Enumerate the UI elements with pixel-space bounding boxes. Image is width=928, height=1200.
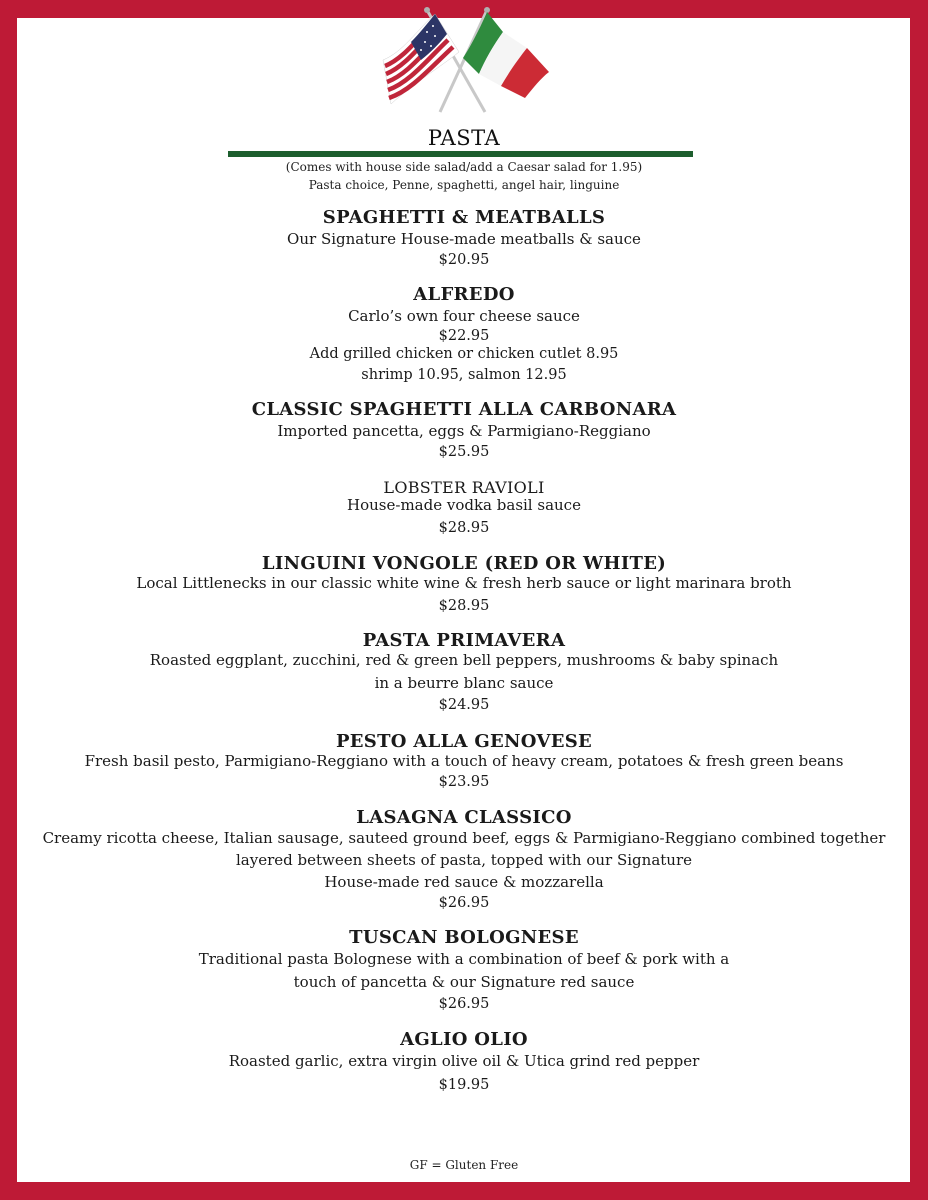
menu-item-description: House-made red sauce & mozzarella xyxy=(324,873,604,891)
menu-item-price: $22.95 xyxy=(438,328,490,344)
section-heading: PASTA xyxy=(427,126,501,150)
menu-item-title: TUSCAN BOLOGNESE xyxy=(349,927,579,948)
menu-item-price: $20.95 xyxy=(438,252,490,268)
menu-item-description: layered between sheets of pasta, topped with our Signature xyxy=(236,851,692,869)
menu-item-description: Local Littlenecks in our classic white wine & fresh herb sauce or light marinara broth xyxy=(136,574,792,592)
menu-item-price: $28.95 xyxy=(438,520,490,536)
heading-divider xyxy=(228,151,693,157)
menu-item-addon: shrimp 10.95, salmon 12.95 xyxy=(361,367,567,383)
menu-item-price: $25.95 xyxy=(438,444,490,460)
menu-item-description: in a beurre blanc sauce xyxy=(374,674,554,692)
menu-item-title: ALFREDO xyxy=(413,284,515,305)
menu-item-price: $24.95 xyxy=(438,697,490,713)
menu-item-price: $28.95 xyxy=(438,598,490,614)
menu-item-title: SPAGHETTI & MEATBALLS xyxy=(322,207,606,228)
menu-item-title: PESTO ALLA GENOVESE xyxy=(335,731,593,752)
menu-item-addon: Add grilled chicken or chicken cutlet 8.95 xyxy=(309,346,619,362)
menu-item-title: LASAGNA CLASSICO xyxy=(356,807,572,828)
menu-item-description: Fresh basil pesto, Parmigiano-Reggiano with a touch of heavy cream, potatoes & fresh green beans xyxy=(84,752,844,770)
menu-item-description: Carlo’s own four cheese sauce xyxy=(348,307,580,325)
menu-item-description: Traditional pasta Bolognese with a combination of beef & pork with a xyxy=(198,950,730,968)
menu-item-description: Our Signature House-made meatballs & sauce xyxy=(287,230,641,248)
menu-item-price: $26.95 xyxy=(438,996,490,1012)
gluten-free-legend: GF = Gluten Free xyxy=(409,1158,519,1172)
us-flag-icon xyxy=(383,14,459,104)
menu-item-title: LINGUINI VONGOLE (RED OR WHITE) xyxy=(261,553,667,574)
menu-item-title: LOBSTER RAVIOLI xyxy=(383,478,545,497)
menu-item-price: $19.95 xyxy=(438,1077,490,1093)
menu-item-description: Imported pancetta, eggs & Parmigiano-Reggiano xyxy=(277,422,651,440)
menu-item-description: Creamy ricotta cheese, Italian sausage, sauteed ground beef, eggs & Parmigiano-Reggiano combined together xyxy=(42,829,886,847)
menu-item-description: touch of pancetta & our Signature red sauce xyxy=(293,973,635,991)
menu-item-title: AGLIO OLIO xyxy=(400,1029,528,1050)
pasta-choice-note: Pasta choice, Penne, spaghetti, angel hair, linguine xyxy=(308,178,620,192)
crossed-flags-icon xyxy=(375,2,555,114)
menu-item-description: Roasted eggplant, zucchini, red & green bell peppers, mushrooms & baby spinach xyxy=(149,651,779,669)
italian-flag-icon xyxy=(463,12,549,98)
menu-item-title: CLASSIC SPAGHETTI ALLA CARBONARA xyxy=(251,399,677,420)
menu-item-price: $23.95 xyxy=(438,774,490,790)
menu-item-title: PASTA PRIMAVERA xyxy=(362,630,566,651)
menu-item-description: House-made vodka basil sauce xyxy=(347,496,581,514)
menu-item-price: $26.95 xyxy=(438,895,490,911)
menu-item-description: Roasted garlic, extra virgin olive oil & Utica grind red pepper xyxy=(228,1052,700,1070)
side-salad-note: (Comes with house side salad/add a Caesar salad for 1.95) xyxy=(285,160,643,174)
